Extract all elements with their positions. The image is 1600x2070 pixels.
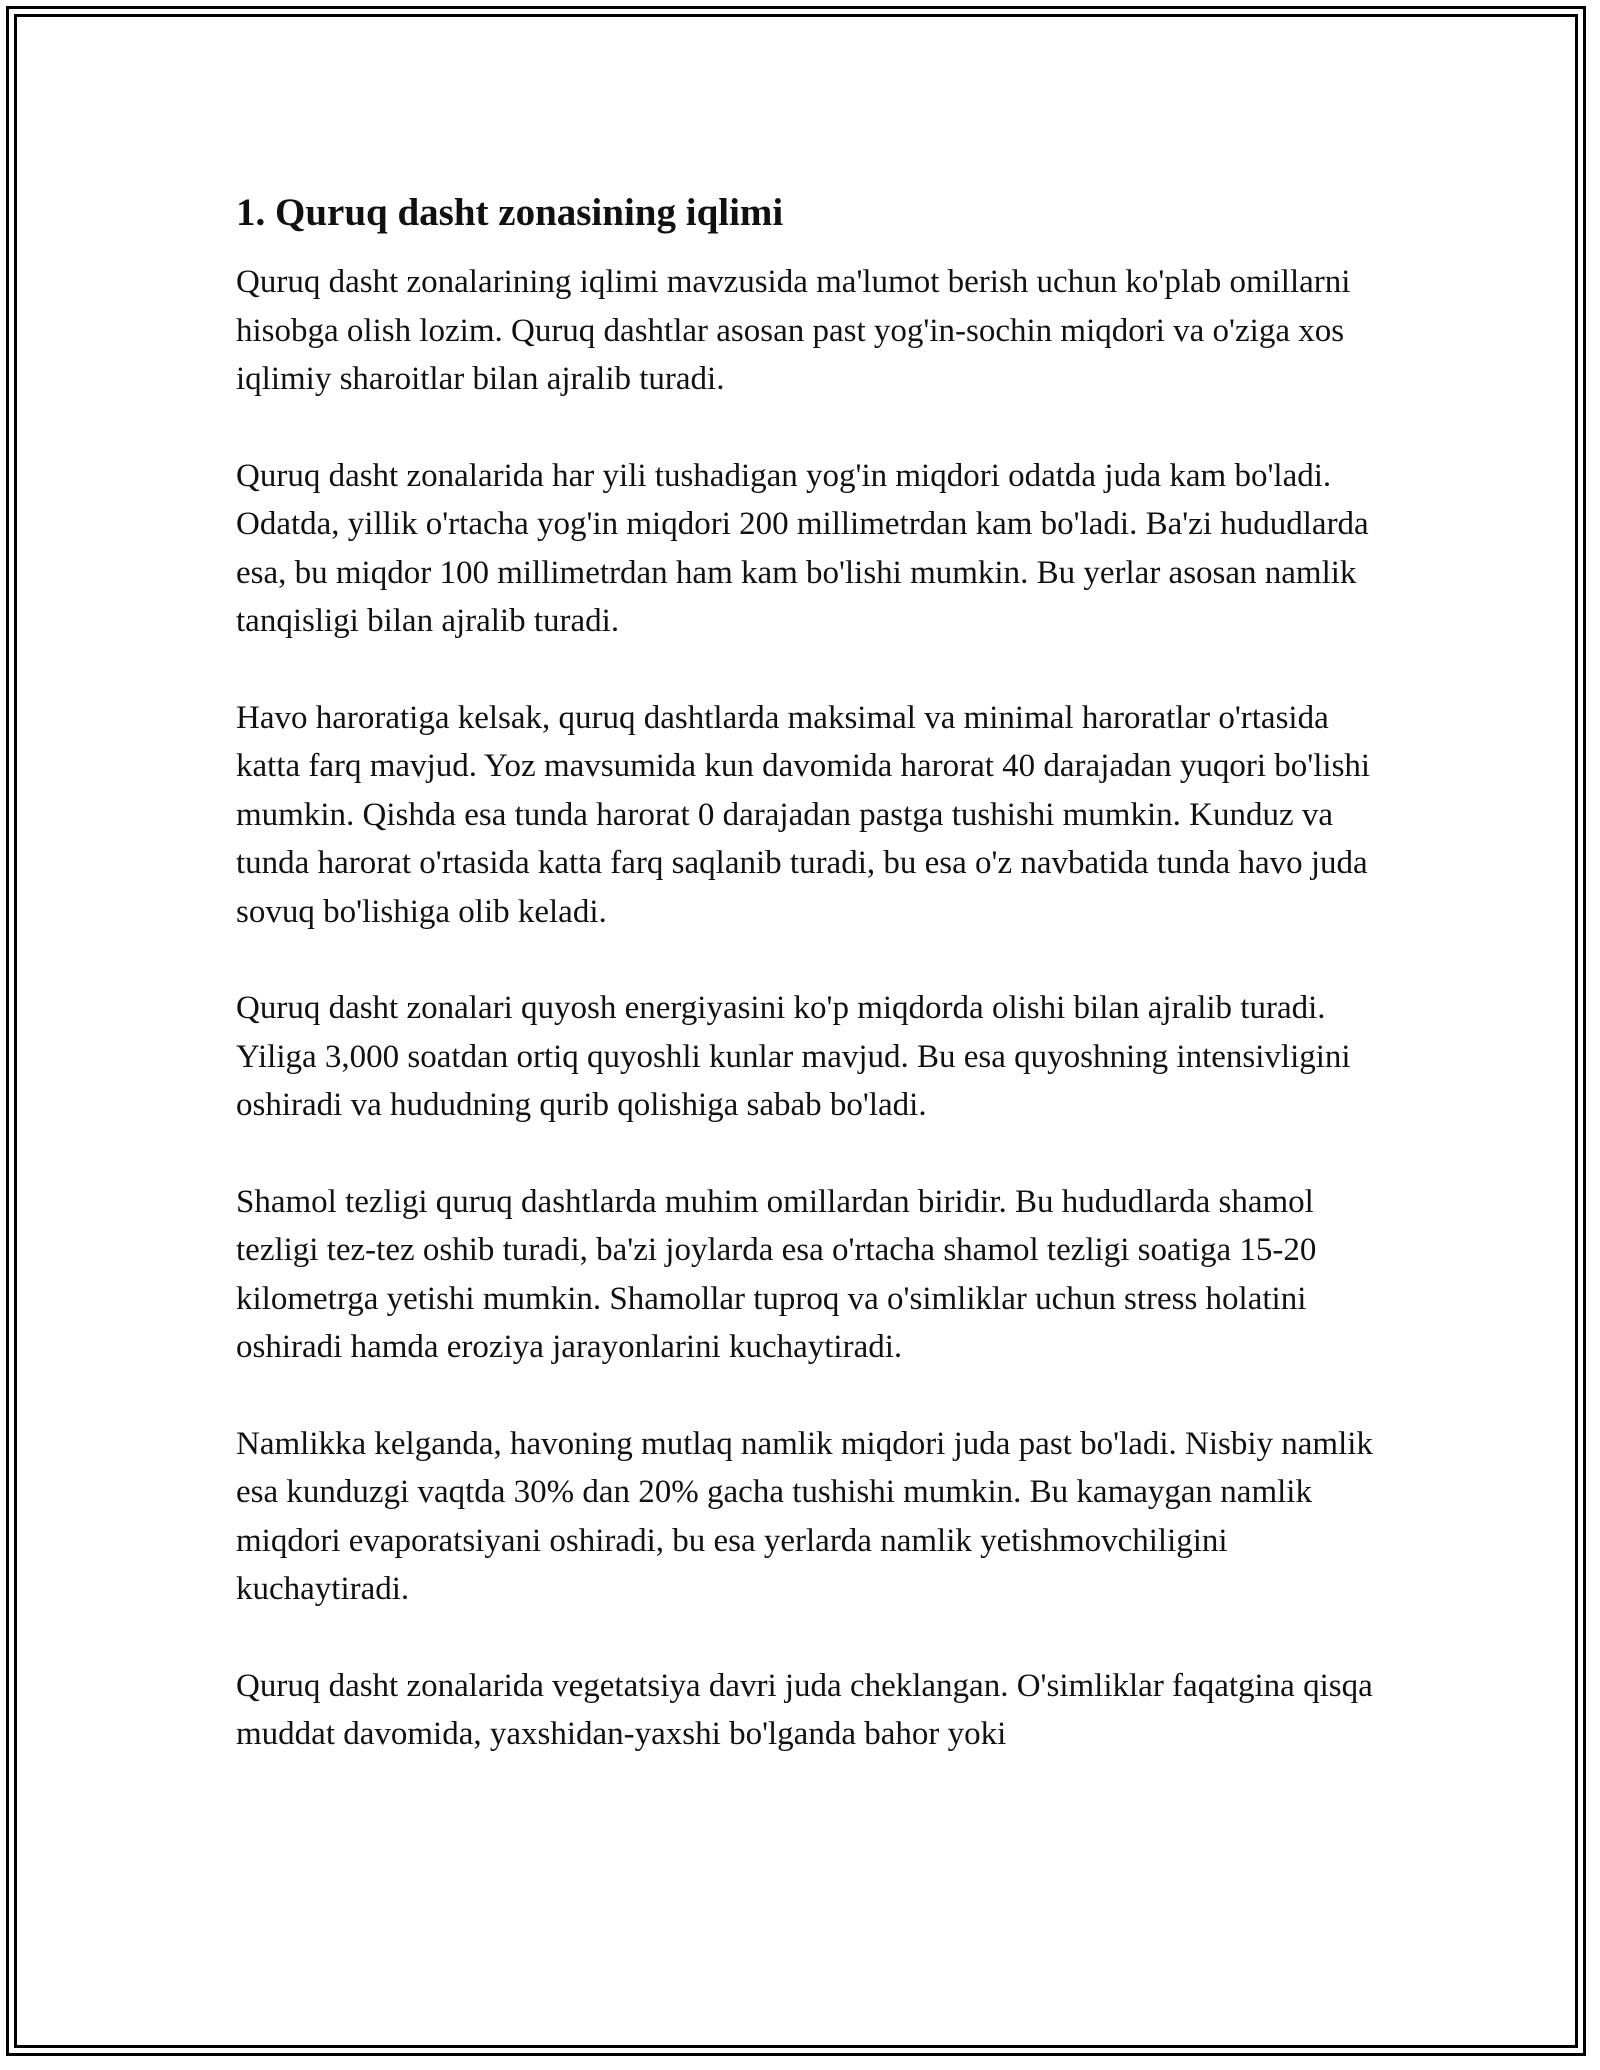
paragraph-temperature: Havo haroratiga kelsak, quruq dashtlarda maksimal va minimal haroratlar o'rtasida katta farq mavjud. Yoz mavsumida kun davomida harorat 40 darajadan yuqori bo'lishi mumkin. Qishda esa tunda harorat 0 darajadan pastga tushishi mumkin. Kunduz va tunda harorat o'rtasida katta farq saqlanib turadi, bu esa o'z navbatida tunda havo juda sovuq bo'lishiga olib keladi. xyxy=(236,699,1371,930)
paragraph-precipitation: Quruq dasht zonalarida har yili tushadigan yog'in miqdori odatda juda kam bo'ladi. Odatda, yillik o'rtacha yog'in miqdori 200 millimetrdan kam bo'ladi. Ba'zi hududlarda esa, bu miqdor 100 millimetrdan ham kam bo'lishi mumkin. Bu yerlar asosan namlik tanqisligi bilan ajralib turadi. xyxy=(236,457,1369,639)
paragraph-intro: Quruq dasht zonalarining iqlimi mavzusida ma'lumot berish uchun ko'plab omillarni hisobga olish lozim. Quruq dashtlar asosan past yog'in-sochin miqdori va o'ziga xos iqlimiy sharoitlar bilan ajralib turadi. xyxy=(236,264,1351,397)
paragraph-humidity: Namlikka kelganda, havoning mutlaq namlik miqdori juda past bo'ladi. Nisbiy namlik esa kunduzgi vaqtda 30% dan 20% gacha tushishi mumkin. Bu kamaygan namlik miqdori evaporatsiyani oshiradi, bu esa yerlarda namlik yetishmovchiligini kuchaytiradi. xyxy=(236,1425,1373,1607)
paragraph-vegetation: Quruq dasht zonalarida vegetatsiya davri juda cheklangan. O'simliklar faqatgina qisqa muddat davomida, yaxshidan-yaxshi bo'lganda bahor yoki xyxy=(236,1667,1373,1752)
paragraph-wind: Shamol tezligi quruq dashtlarda muhim omillardan biridir. Bu hududlarda shamol tezligi tez-tez oshib turadi, ba'zi joylarda esa o'rtacha shamol tezligi soatiga 15-20 kilometrga yetishi mumkin. Shamollar tuproq va o'simliklar uchun stress holatini oshiradi hamda eroziya jarayonlarini kuchaytiradi. xyxy=(236,1183,1317,1365)
paragraph-solar-energy: Quruq dasht zonalari quyosh energiyasini ko'p miqdorda olishi bilan ajralib turadi. Yiliga 3,000 soatdan ortiq quyoshli kunlar mavjud. Bu esa quyoshning intensivligini oshiradi va hududning qurib qolishiga sabab bo'ladi. xyxy=(236,990,1351,1123)
section-heading: 1. Quruq dasht zonasining iqlimi xyxy=(236,191,784,234)
document-body xyxy=(236,188,1376,1807)
